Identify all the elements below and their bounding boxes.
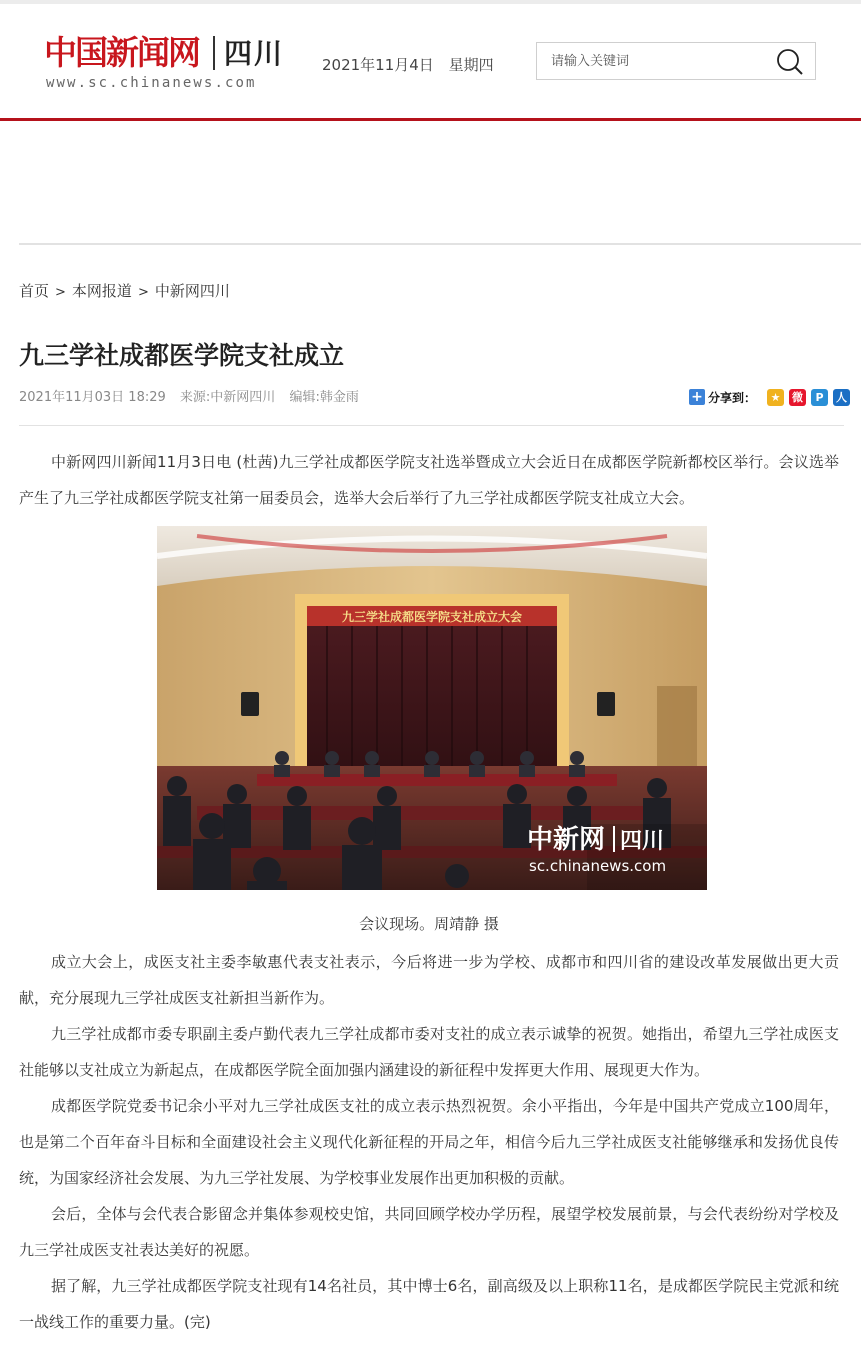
article-paragraph: 会后，全体与会代表合影留念并集体参观校史馆，共同回顾学校办学历程，展望学校发展前景，与会代表纷纷对学校及九三学社成医支社表达美好的祝愿。	[19, 1205, 839, 1259]
article-paragraph: 中新网四川新闻11月3日电 (杜茜)九三学社成都医学院支社选举暨成立大会近日在成都医学院新都校区举行。会议选举产生了九三学社成都医学院支社第一届委员会，选举大会后举行了九三学社成都医学院支社成立大会。	[19, 453, 839, 507]
share-plus-icon[interactable]: +	[689, 389, 705, 405]
weibo-share-icon[interactable]: 微	[789, 389, 806, 406]
logo-separator	[213, 36, 215, 70]
search-input[interactable]	[551, 51, 771, 71]
weekday-text: 星期四	[448, 56, 494, 74]
pengyou-share-icon[interactable]: P	[811, 389, 828, 406]
search-icon	[775, 48, 805, 76]
photo-watermark-region: 四川	[620, 829, 665, 854]
article-datetime: 2021年11月03日 18:29	[19, 390, 166, 405]
article-paragraph: 九三学社成都市委专职副主委卢勤代表九三学社成都市委对支社的成立表示诚挚的祝贺。她指出，希望九三学社成医支社能够以支社成立为新起点，在成都医学院全面加强内涵建设的新征程中发挥更大作用、展现更大作为。	[19, 1025, 839, 1079]
article-photo	[157, 526, 707, 890]
article-paragraph: 据了解，九三学社成都医学院支社现有14名社员，其中博士6名，副高级及以上职称11名，是成都医学院民主党派和统一战线工作的重要力量。(完)	[19, 1277, 839, 1331]
article-meta	[19, 386, 369, 405]
share-label: 分享到：	[708, 390, 757, 405]
search-button[interactable]	[775, 48, 805, 76]
ad-divider	[19, 243, 861, 245]
share-bar	[689, 388, 850, 406]
article-source: 来源:中新网四川	[179, 390, 276, 405]
article-title: 九三学社成都医学院支社成立	[19, 341, 345, 370]
meeting-photo	[157, 526, 707, 890]
date-text: 2021年11月4日	[322, 56, 434, 74]
breadcrumb-home[interactable]: 首页	[19, 282, 50, 300]
site-header	[0, 4, 861, 118]
photo-watermark-url: sc.chinanews.com	[529, 857, 667, 875]
qzone-share-icon[interactable]: ★	[767, 389, 784, 406]
article-editor: 编辑:韩金雨	[289, 390, 359, 405]
meta-divider	[19, 425, 844, 426]
article-paragraph: 成立大会上，成医支社主委李敏惠代表支社表示，今后将进一步为学校、成都市和四川省的建设改革发展做出更大贡献，充分展现九三学社成医支社新担当新作为。	[19, 953, 839, 1007]
search-box	[536, 42, 816, 80]
breadcrumb-separator: >	[55, 285, 66, 300]
breadcrumb-separator: >	[137, 285, 149, 300]
renren-share-icon[interactable]: 人	[833, 389, 850, 406]
logo-url: www.sc.chinanews.com	[46, 75, 257, 91]
article-body	[19, 444, 839, 1340]
breadcrumb-reports[interactable]: 本网报道	[71, 282, 132, 300]
logo-region: 四川	[224, 37, 285, 70]
breadcrumb-sichuan[interactable]: 中新网四川	[154, 282, 230, 300]
logo-text: 中国新闻网	[44, 33, 199, 72]
breadcrumb	[19, 280, 230, 301]
photo-caption: 会议现场。周靖静 摄	[359, 915, 499, 933]
article-paragraph: 成都医学院党委书记余小平对九三学社成医支社的成立表示热烈祝贺。余小平指出，今年是中国共产党成立100周年，也是第二个百年奋斗目标和全面建设社会主义现代化新征程的开局之年，相信今后九三学社成医支社能够继承和发扬优良传统，为国家经济社会发展、为九三学社发展、为学校事业发展作出更加积极的贡献。	[19, 1097, 839, 1187]
photo-watermark-cn: 中新网	[527, 825, 606, 855]
site-logo[interactable]	[44, 34, 294, 94]
photo-banner-text: 九三学社成都医学院支社成立大会	[341, 610, 523, 624]
header-divider	[0, 118, 861, 121]
header-date	[322, 54, 504, 75]
